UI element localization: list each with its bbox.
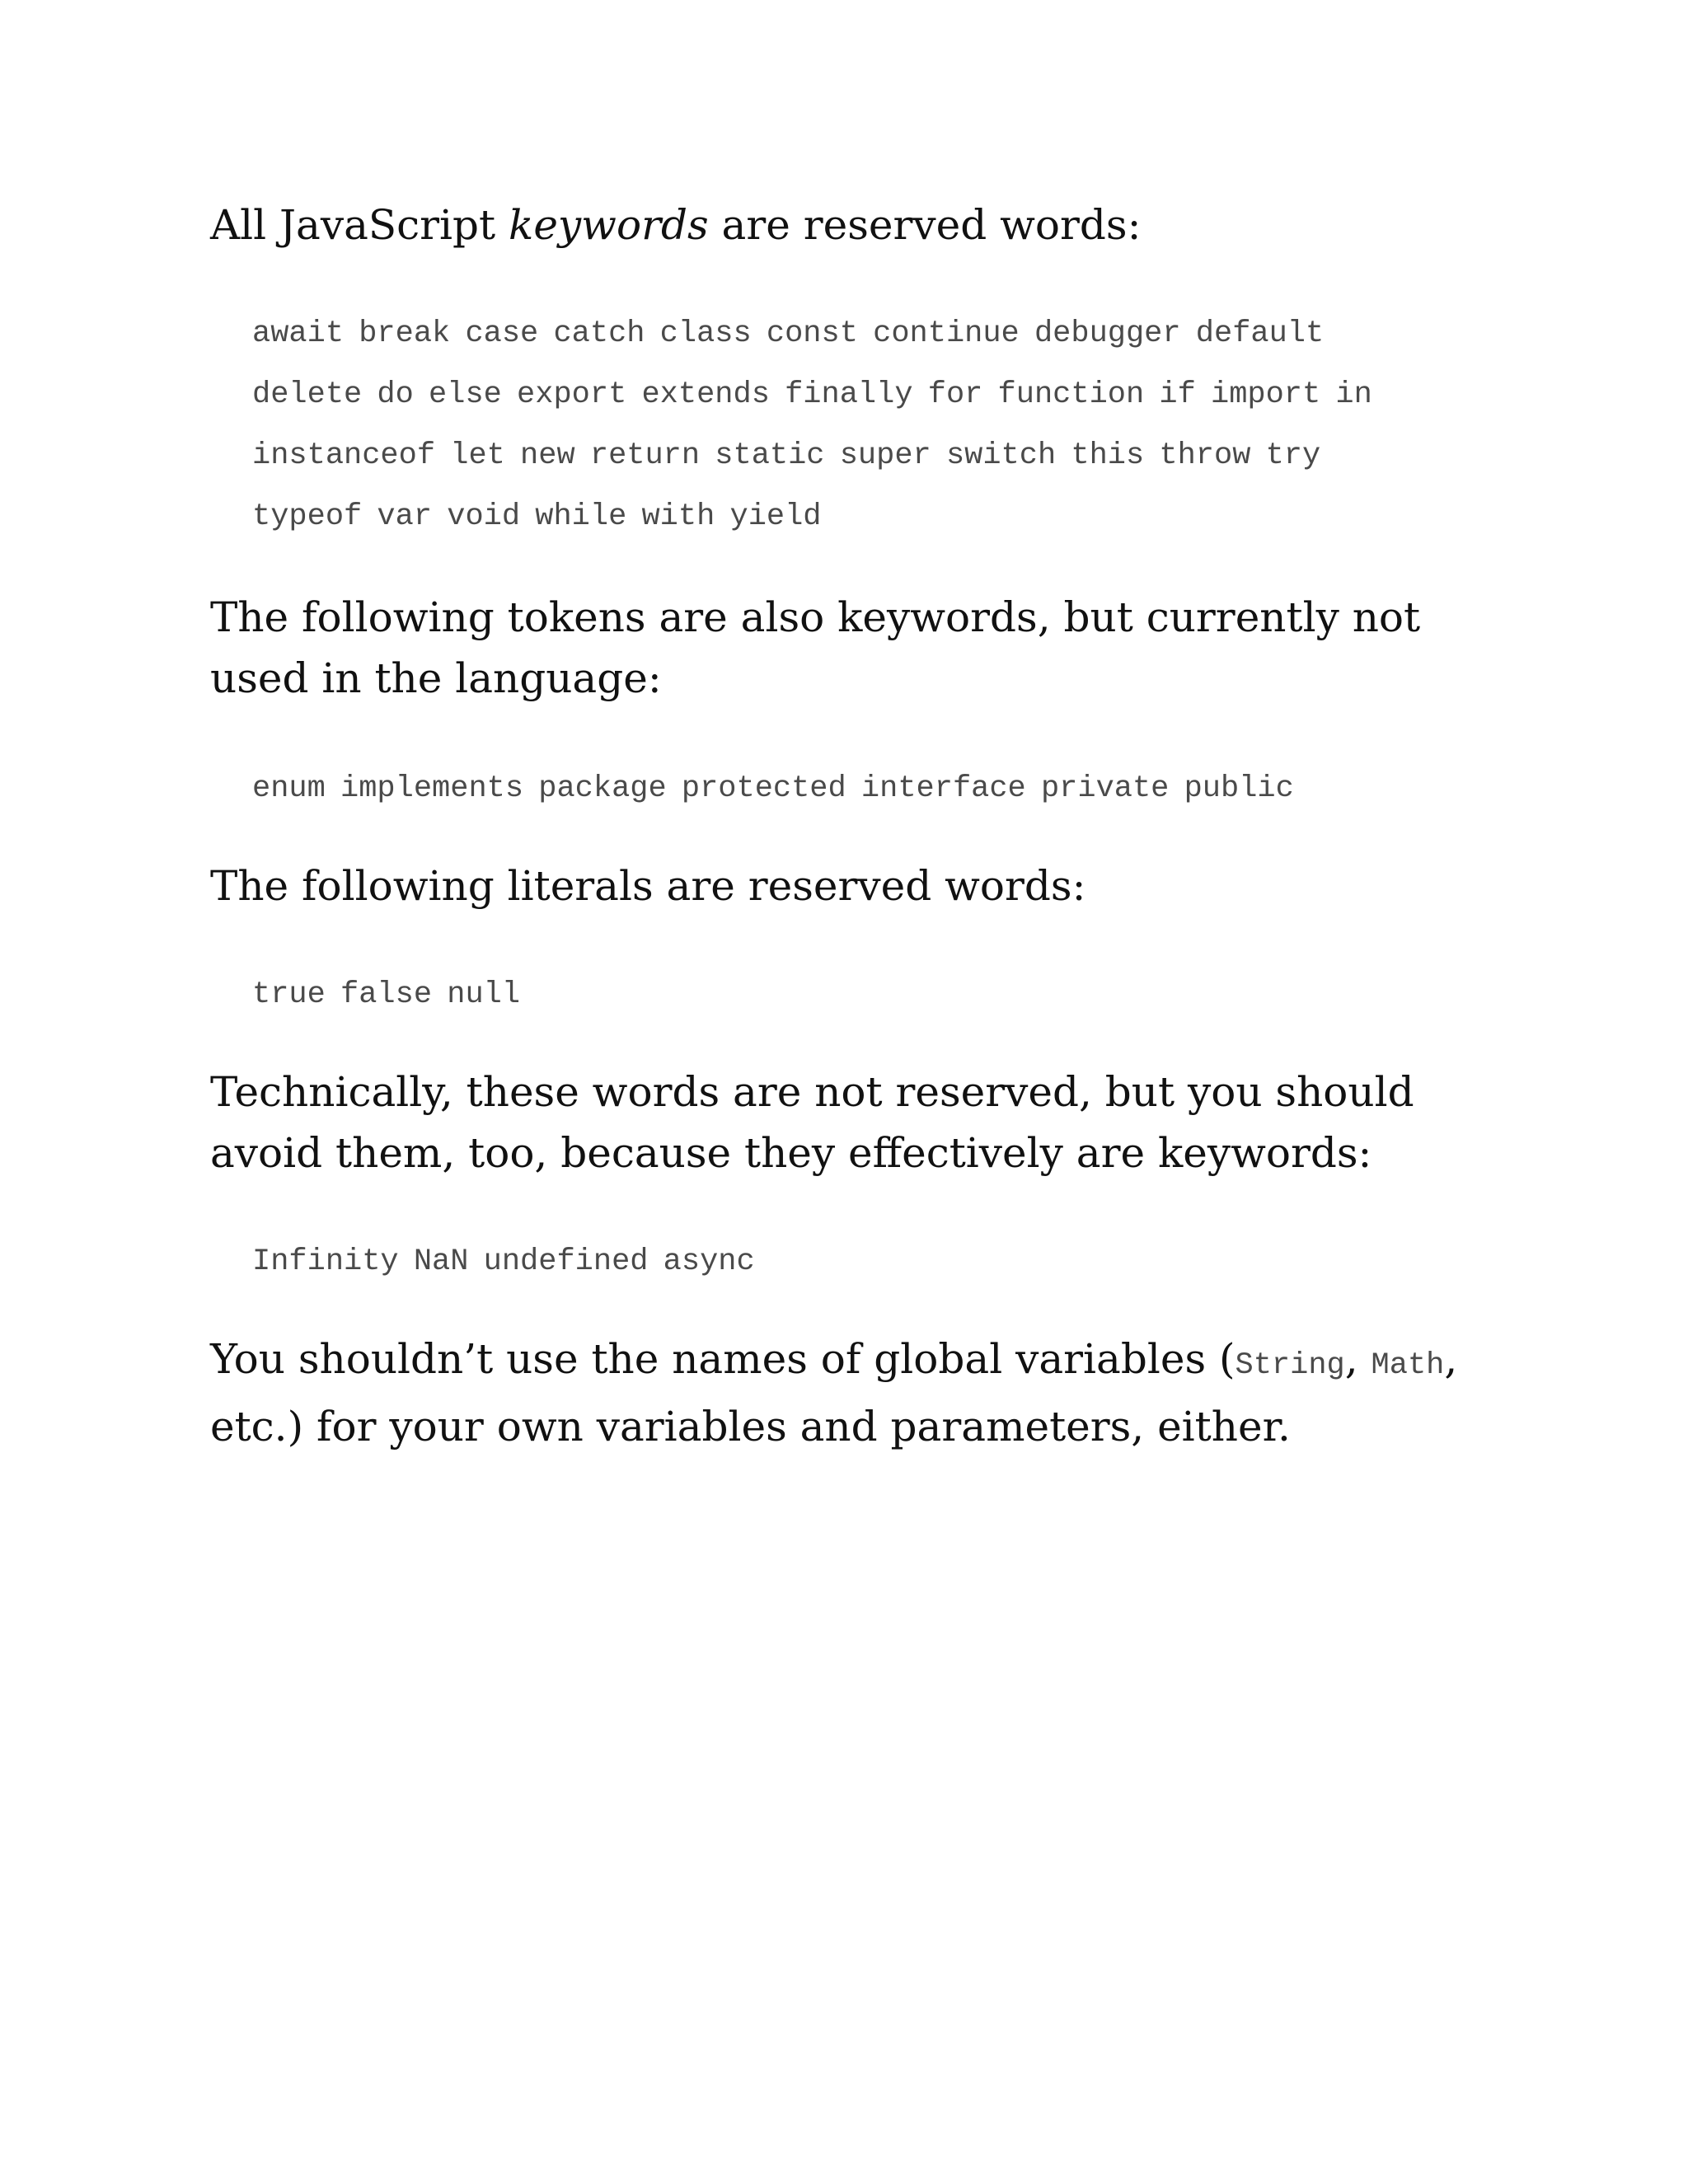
globals-separator: , — [1344, 1335, 1372, 1383]
literals-paragraph: The following literals are reserved words: — [210, 862, 1086, 910]
keywords-intro-emphasis: keywords — [509, 201, 709, 249]
code-line: Infinity NaN undefined async — [252, 1244, 755, 1279]
keywords-intro-before: All JavaScript — [210, 201, 509, 249]
code-line: await break case catch class const continue debugger default — [252, 316, 1325, 351]
keywords-intro-paragraph — [210, 194, 1496, 255]
future-keywords-paragraph: The following tokens are also keywords, but currently not used in the language: — [210, 593, 1421, 702]
code-line: instanceof let new return static super switch this throw try — [252, 438, 1321, 473]
literals-code-block — [252, 964, 1505, 1025]
globals-text-after: , etc.) for your own variables and parameters, either. — [210, 1335, 1458, 1451]
inline-code-math: Math — [1371, 1348, 1445, 1383]
globals-paragraph — [210, 1329, 1496, 1457]
globals-text-before: You shouldn’t use the names of global variables ( — [210, 1335, 1236, 1383]
inline-code-string: String — [1235, 1348, 1345, 1383]
avoid-words-paragraph: Technically, these words are not reserved, but you should avoid them, too, because they effectively are keywords: — [210, 1068, 1414, 1177]
code-line: typeof var void while with yield — [252, 499, 822, 534]
code-line: enum implements package protected interface private public — [252, 771, 1294, 806]
code-line: delete do else export extends finally for function if import in — [252, 377, 1372, 412]
avoid-words-code-block — [252, 1231, 1505, 1292]
code-line: true false null — [252, 977, 521, 1012]
keywords-intro-after: are reserved words: — [708, 201, 1142, 249]
keywords-code-block — [252, 303, 1505, 547]
future-keywords-code-block — [252, 758, 1505, 819]
